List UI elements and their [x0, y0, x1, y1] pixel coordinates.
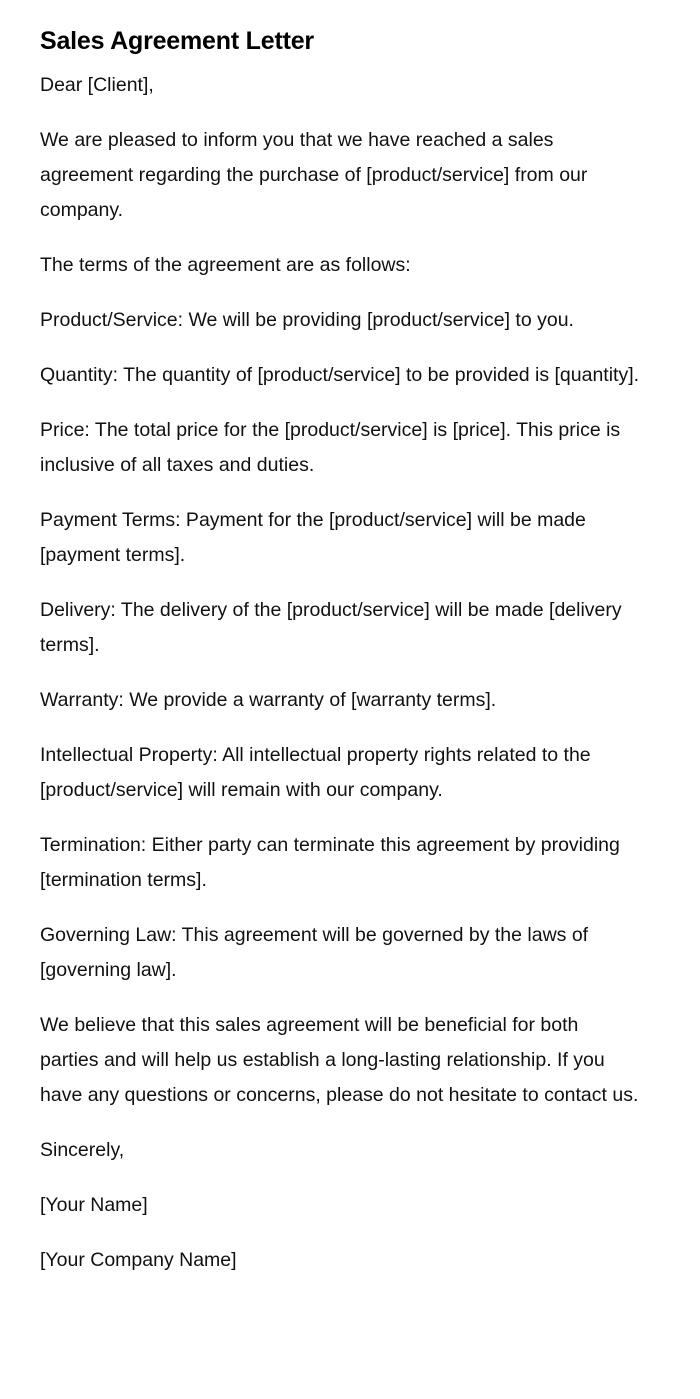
delivery-term: Delivery: The delivery of the [product/service] will be made [delivery terms].	[40, 599, 622, 656]
letter-title: Sales Agreement Letter	[40, 27, 314, 55]
letter-closing: Sincerely,	[40, 1139, 125, 1161]
closing-paragraph: We believe that this sales agreement will be beneficial for both parties and will help us establish a long-lasting relationship. If you have any questions or concerns, please do not hesitate to contact us.	[40, 1014, 639, 1106]
intellectual-property-term: Intellectual Property: All intellectual property rights related to the [product/service] will remain with our company.	[40, 744, 591, 801]
signature-name: [Your Name]	[40, 1194, 148, 1216]
signature-company: [Your Company Name]	[40, 1249, 237, 1271]
termination-term: Termination: Either party can terminate this agreement by providing [termination terms].	[40, 834, 620, 891]
letter-greeting: Dear [Client],	[40, 74, 154, 96]
terms-intro-paragraph: The terms of the agreement are as follows:	[40, 254, 411, 276]
price-term: Price: The total price for the [product/service] is [price]. This price is inclusive of all taxes and duties.	[40, 419, 621, 476]
payment-terms-term: Payment Terms: Payment for the [product/service] will be made [payment terms].	[40, 509, 586, 566]
quantity-term: Quantity: The quantity of [product/service] to be provided is [quantity].	[40, 364, 640, 386]
product-service-term: Product/Service: We will be providing [product/service] to you.	[40, 309, 574, 331]
governing-law-term: Governing Law: This agreement will be governed by the laws of [governing law].	[40, 924, 589, 981]
warranty-term: Warranty: We provide a warranty of [warranty terms].	[40, 689, 497, 711]
intro-paragraph: We are pleased to inform you that we have reached a sales agreement regarding the purchase of [product/service] from our company.	[40, 129, 588, 221]
